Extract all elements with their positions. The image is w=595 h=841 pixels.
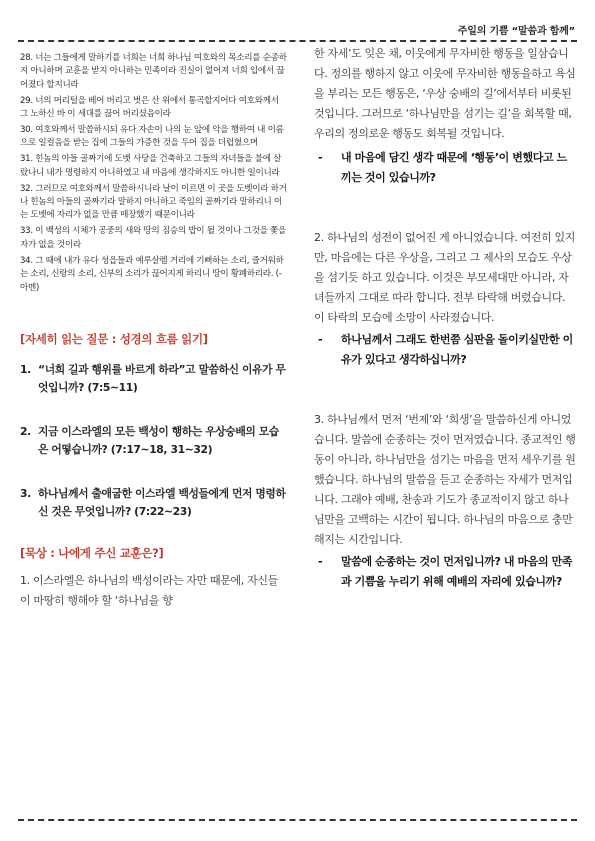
meditation-point-2: 2. 하나님의 성전이 없어진 게 아니었습니다. 여전히 있지만, 마음에는 다른 우상을, 그리고 그 제사의 모습도 우상을 섬기듯 하고 있습니다. 이것은 부모세대만 아니라, 자녀들까지 그대로 따라 합니다. 전부 타락해 버렸습니다. 이 타락의 모습에 소망이 사라졌습니다. bbox=[314, 231, 576, 324]
reading-question-2: 2. 지금 이스라엘의 모든 백성이 행하는 우상숭배의 모습은 어떻습니까? (7:17~18, 31~32) bbox=[20, 424, 279, 456]
meditation-point-1-start: 1. 이스라엘은 하나님의 백성이라는 자만 때문에, 자신들이 마땅히 행해야 할 ‘하나님을 향 bbox=[20, 573, 278, 607]
verse-31: 31. 힌놈의 아들 골짜기에 도벳 사당을 건축하고 그들의 자녀들을 불에 살랐나니 내가 명령하지 아니하였고 내 마음에 생각하지도 아니한 일이니라 bbox=[20, 154, 282, 178]
reading-questions-title: [자세히 읽는 질문 : 성경의 흐름 읽기] bbox=[20, 331, 208, 346]
verse-30: 30. 여호와께서 말씀하시되 유다 자손이 나의 눈 앞에 악을 행하여 내 이름으로 일컬음을 받는 집에 그들의 가증한 것을 두어 집을 더럽혔으며 bbox=[20, 125, 284, 149]
right-column bbox=[314, 44, 577, 592]
verse-33: 33. 이 백성의 시체가 공중의 새와 땅의 짐승의 밥이 될 것이나 그것을 쫓을 자가 없을 것이라 bbox=[20, 226, 287, 250]
meditation-title: [묵상 : 나에게 주신 교훈은?] bbox=[20, 545, 164, 560]
bottom-dashed-divider bbox=[18, 819, 577, 821]
scripture-passage bbox=[20, 52, 288, 295]
meditation-point-1-continued: 한 자세’도 잊은 채, 이웃에게 무자비한 행동을 일삼습니다. 정의를 행하지 않고 이웃에 무자비한 행동을하고 욕심을 부리는 모든 행동은, ‘우상 숭배의 길’에서부터 비롯된 것입니다. 그러므로 ‘하나님만을 섬기는 길’을 회복할 때, 우리의 정의로운 행동도 회복될 것입니다. bbox=[314, 47, 576, 140]
page-header-title: 주일의 기쁨 “말씀과 함께” bbox=[457, 26, 575, 37]
top-dashed-divider bbox=[18, 40, 577, 42]
verse-32: 32. 그러므로 여호와께서 말씀하시니라 날이 이르면 이 곳을 도벳이라 하거나 힌놈의 아들의 골짜기라 말하지 아니하고 죽임의 골짜기라 말하리니 이는 도벳에 자리가 없을 만큼 매장했기 때문이니라 bbox=[20, 183, 287, 221]
reflection-question-3: - 말씀에 순종하는 것이 먼저입니까? 내 마음의 만족과 기쁨을 누리기 위해 예배의 자리에 있습니까? bbox=[318, 555, 573, 588]
reflection-question-1: - 내 마음에 담긴 생각 때문에 ‘행동’이 변했다고 느끼는 것이 있습니까? bbox=[318, 151, 567, 184]
reflection-question-2: - 하나님께서 그래도 한번쯤 심판을 돌이키실만한 이유가 있다고 생각하십니까? bbox=[318, 333, 573, 366]
reading-question-3: 3. 하나님께서 출애굽한 이스라엘 백성들에게 먼저 명령하신 것은 무엇입니까? (7:22~23) bbox=[20, 486, 286, 518]
verse-29: 29. 너의 머리털을 베어 버리고 벗은 산 위에서 통곡할지어다 여호와께서 그 노하신 바 이 세대를 끊어 버리셨음이라 bbox=[20, 95, 279, 120]
verse-28: 28. 너는 그들에게 말하기를 너희는 너희 하나님 여호와의 목소리를 순종하지 아니하며 교훈을 받지 아니하는 민족이라 진실이 없어져 너희 입에서 끊어졌다 할지니라 bbox=[20, 53, 287, 90]
verse-34: 34. 그 때에 내가 유다 성읍들과 예루살렘 거리에 기뻐하는 소리, 즐거워하는 소리, 신랑의 소리, 신부의 소리가 끊어지게 하리니 땅이 황폐하리라. (-아멘) bbox=[20, 255, 284, 293]
meditation-point-3: 3. 하나님께서 먼저 ‘번제’와 ‘희생’을 말씀하신게 아니었습니다. 말씀에 순종하는 것이 먼저였습니다. 종교적인 행동이 아니라, 하나님만을 섬기는 마음을 먼저 세우기를 원했습니다. 하나님의 말씀을 듣고 순종하는 자세가 먼저입니다. 그래야 예배, 찬송과 기도가 종교적이지 않고 하나님만을 고백하는 시간이 됩니다. 하나님의 마음으로 충만해지는 시간입니다. bbox=[314, 413, 576, 546]
left-column bbox=[20, 52, 288, 611]
reading-question-1: 1. “너희 길과 행위를 바르게 하라”고 말씀하신 이유가 무엇입니까? (7:5~11) bbox=[20, 362, 286, 394]
